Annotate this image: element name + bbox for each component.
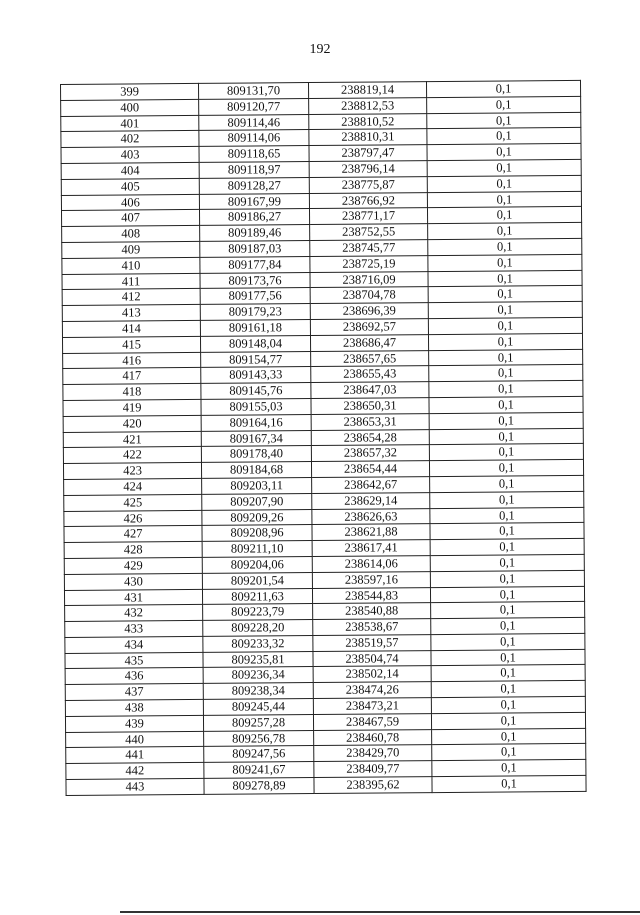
x-coordinate-cell: 809233,32 xyxy=(203,635,313,652)
x-coordinate-cell: 809187,03 xyxy=(200,241,310,258)
accuracy-cell: 0,1 xyxy=(427,175,581,192)
y-coordinate-cell: 238775,87 xyxy=(309,176,427,193)
y-coordinate-cell: 238653,31 xyxy=(311,413,429,430)
x-coordinate-cell: 809256,78 xyxy=(204,730,314,747)
x-coordinate-cell: 809207,90 xyxy=(202,493,312,510)
y-coordinate-cell: 238519,57 xyxy=(313,634,431,651)
x-coordinate-cell: 809186,27 xyxy=(199,209,309,226)
y-coordinate-cell: 238474,26 xyxy=(313,682,431,699)
y-coordinate-cell: 238654,44 xyxy=(311,461,429,478)
x-coordinate-cell: 809118,65 xyxy=(199,146,309,163)
point-number-cell: 440 xyxy=(66,731,204,748)
y-coordinate-cell: 238655,43 xyxy=(311,366,429,383)
accuracy-cell: 0,1 xyxy=(427,144,581,161)
y-coordinate-cell: 238657,65 xyxy=(311,350,429,367)
x-coordinate-cell: 809228,20 xyxy=(203,620,313,637)
x-coordinate-cell: 809189,46 xyxy=(200,225,310,242)
y-coordinate-cell: 238819,14 xyxy=(308,82,426,99)
accuracy-cell: 0,1 xyxy=(431,649,585,666)
x-coordinate-cell: 809203,11 xyxy=(202,477,312,494)
point-number-cell: 423 xyxy=(63,463,201,480)
y-coordinate-cell: 238614,06 xyxy=(312,556,430,573)
x-coordinate-cell: 809184,68 xyxy=(201,462,311,479)
point-number-cell: 426 xyxy=(64,510,202,527)
point-number-cell: 413 xyxy=(62,305,200,322)
x-coordinate-cell: 809257,28 xyxy=(203,714,313,731)
x-coordinate-cell: 809155,03 xyxy=(201,398,311,415)
y-coordinate-cell: 238502,14 xyxy=(313,666,431,683)
y-coordinate-cell: 238395,62 xyxy=(314,777,432,794)
x-coordinate-cell: 809278,89 xyxy=(204,778,314,795)
point-number-cell: 438 xyxy=(65,699,203,716)
x-coordinate-cell: 809223,79 xyxy=(203,604,313,621)
y-coordinate-cell: 238704,78 xyxy=(310,287,428,304)
y-coordinate-cell: 238692,57 xyxy=(310,319,428,336)
y-coordinate-cell: 238429,70 xyxy=(314,745,432,762)
point-number-cell: 402 xyxy=(61,131,199,148)
accuracy-cell: 0,1 xyxy=(431,602,585,619)
accuracy-cell: 0,1 xyxy=(428,286,582,303)
point-number-cell: 429 xyxy=(64,557,202,574)
point-number-cell: 419 xyxy=(63,399,201,416)
y-coordinate-cell: 238626,63 xyxy=(312,508,430,525)
y-coordinate-cell: 238647,03 xyxy=(311,382,429,399)
x-coordinate-cell: 809236,34 xyxy=(203,667,313,684)
y-coordinate-cell: 238686,47 xyxy=(310,334,428,351)
y-coordinate-cell: 238617,41 xyxy=(312,540,430,557)
accuracy-cell: 0,1 xyxy=(430,554,584,571)
page-number: 192 xyxy=(309,42,331,57)
accuracy-cell: 0,1 xyxy=(429,428,583,445)
accuracy-cell: 0,1 xyxy=(427,96,581,113)
y-coordinate-cell: 238460,78 xyxy=(314,729,432,746)
accuracy-cell: 0,1 xyxy=(430,570,584,587)
point-number-cell: 400 xyxy=(61,99,199,116)
point-number-cell: 404 xyxy=(61,162,199,179)
x-coordinate-cell: 809167,99 xyxy=(199,193,309,210)
accuracy-cell: 0,1 xyxy=(430,475,584,492)
point-number-cell: 436 xyxy=(65,668,203,685)
point-number-cell: 418 xyxy=(63,384,201,401)
accuracy-cell: 0,1 xyxy=(428,317,582,334)
accuracy-cell: 0,1 xyxy=(431,681,585,698)
y-coordinate-cell: 238797,47 xyxy=(309,145,427,162)
point-number-cell: 421 xyxy=(63,431,201,448)
accuracy-cell: 0,1 xyxy=(432,775,586,792)
y-coordinate-cell: 238752,55 xyxy=(310,224,428,241)
x-coordinate-cell: 809177,56 xyxy=(200,288,310,305)
y-coordinate-cell: 238650,31 xyxy=(311,398,429,415)
x-coordinate-cell: 809148,04 xyxy=(200,335,310,352)
y-coordinate-cell: 238540,88 xyxy=(313,603,431,620)
y-coordinate-cell: 238629,14 xyxy=(312,492,430,509)
accuracy-cell: 0,1 xyxy=(428,270,582,287)
x-coordinate-cell: 809167,34 xyxy=(201,430,311,447)
y-coordinate-cell: 238745,77 xyxy=(310,240,428,257)
point-number-cell: 422 xyxy=(63,447,201,464)
point-number-cell: 405 xyxy=(61,178,199,195)
point-number-cell: 435 xyxy=(65,652,203,669)
point-number-cell: 425 xyxy=(64,494,202,511)
x-coordinate-cell: 809201,54 xyxy=(202,572,312,589)
y-coordinate-cell: 238766,92 xyxy=(309,192,427,209)
scan-edge-line xyxy=(120,911,640,913)
accuracy-cell: 0,1 xyxy=(429,396,583,413)
x-coordinate-cell: 809245,44 xyxy=(203,699,313,716)
y-coordinate-cell: 238657,32 xyxy=(311,445,429,462)
accuracy-cell: 0,1 xyxy=(431,617,585,634)
accuracy-cell: 0,1 xyxy=(429,381,583,398)
accuracy-cell: 0,1 xyxy=(429,412,583,429)
point-number-cell: 406 xyxy=(61,194,199,211)
accuracy-cell: 0,1 xyxy=(429,365,583,382)
y-coordinate-cell: 238597,16 xyxy=(312,571,430,588)
point-number-cell: 427 xyxy=(64,526,202,543)
point-number-cell: 439 xyxy=(65,715,203,732)
x-coordinate-cell: 809211,10 xyxy=(202,541,312,558)
y-coordinate-cell: 238810,31 xyxy=(309,129,427,146)
x-coordinate-cell: 809164,16 xyxy=(201,414,311,431)
x-coordinate-cell: 809247,56 xyxy=(204,746,314,763)
accuracy-cell: 0,1 xyxy=(427,112,581,129)
accuracy-cell: 0,1 xyxy=(428,223,582,240)
accuracy-cell: 0,1 xyxy=(427,159,581,176)
x-coordinate-cell: 809208,96 xyxy=(202,525,312,542)
accuracy-cell: 0,1 xyxy=(430,586,584,603)
point-number-cell: 412 xyxy=(62,289,200,306)
y-coordinate-cell: 238409,77 xyxy=(314,761,432,778)
point-number-cell: 415 xyxy=(62,336,200,353)
accuracy-cell: 0,1 xyxy=(432,744,586,761)
coordinates-table-wrapper xyxy=(60,81,580,796)
point-number-cell: 416 xyxy=(63,352,201,369)
point-number-cell: 399 xyxy=(61,83,199,100)
accuracy-cell: 0,1 xyxy=(431,633,585,650)
accuracy-cell: 0,1 xyxy=(430,507,584,524)
x-coordinate-cell: 809131,70 xyxy=(198,83,308,100)
x-coordinate-cell: 809241,67 xyxy=(204,762,314,779)
point-number-cell: 443 xyxy=(66,778,204,795)
x-coordinate-cell: 809118,97 xyxy=(199,162,309,179)
y-coordinate-cell: 238473,21 xyxy=(313,698,431,715)
x-coordinate-cell: 809154,77 xyxy=(201,351,311,368)
table-body xyxy=(61,80,587,795)
accuracy-cell: 0,1 xyxy=(427,128,581,145)
accuracy-cell: 0,1 xyxy=(432,760,586,777)
x-coordinate-cell: 809114,06 xyxy=(199,130,309,147)
point-number-cell: 407 xyxy=(61,210,199,227)
accuracy-cell: 0,1 xyxy=(429,349,583,366)
x-coordinate-cell: 809211,63 xyxy=(202,588,312,605)
y-coordinate-cell: 238771,17 xyxy=(309,208,427,225)
y-coordinate-cell: 238796,14 xyxy=(309,161,427,178)
table-row xyxy=(66,775,586,795)
point-number-cell: 417 xyxy=(63,368,201,385)
accuracy-cell: 0,1 xyxy=(429,460,583,477)
accuracy-cell: 0,1 xyxy=(431,665,585,682)
x-coordinate-cell: 809178,40 xyxy=(201,446,311,463)
x-coordinate-cell: 809120,77 xyxy=(199,98,309,115)
accuracy-cell: 0,1 xyxy=(429,444,583,461)
accuracy-cell: 0,1 xyxy=(430,491,584,508)
point-number-cell: 432 xyxy=(65,605,203,622)
y-coordinate-cell: 238621,88 xyxy=(312,524,430,541)
coordinates-table xyxy=(60,80,587,796)
x-coordinate-cell: 809173,76 xyxy=(200,272,310,289)
y-coordinate-cell: 238538,67 xyxy=(313,619,431,636)
point-number-cell: 442 xyxy=(66,763,204,780)
accuracy-cell: 0,1 xyxy=(430,523,584,540)
point-number-cell: 431 xyxy=(64,589,202,606)
y-coordinate-cell: 238696,39 xyxy=(310,303,428,320)
accuracy-cell: 0,1 xyxy=(432,728,586,745)
accuracy-cell: 0,1 xyxy=(428,254,582,271)
point-number-cell: 414 xyxy=(62,320,200,337)
x-coordinate-cell: 809209,26 xyxy=(202,509,312,526)
x-coordinate-cell: 809161,18 xyxy=(200,319,310,336)
point-number-cell: 424 xyxy=(64,478,202,495)
accuracy-cell: 0,1 xyxy=(427,207,581,224)
y-coordinate-cell: 238467,59 xyxy=(313,713,431,730)
point-number-cell: 437 xyxy=(65,684,203,701)
point-number-cell: 430 xyxy=(64,573,202,590)
x-coordinate-cell: 809179,23 xyxy=(200,304,310,321)
point-number-cell: 403 xyxy=(61,147,199,164)
point-number-cell: 409 xyxy=(62,241,200,258)
point-number-cell: 401 xyxy=(61,115,199,132)
point-number-cell: 410 xyxy=(62,257,200,274)
accuracy-cell: 0,1 xyxy=(430,539,584,556)
y-coordinate-cell: 238812,53 xyxy=(309,97,427,114)
x-coordinate-cell: 809204,06 xyxy=(202,556,312,573)
y-coordinate-cell: 238654,28 xyxy=(311,429,429,446)
point-number-cell: 434 xyxy=(65,636,203,653)
accuracy-cell: 0,1 xyxy=(428,238,582,255)
x-coordinate-cell: 809145,76 xyxy=(201,383,311,400)
accuracy-cell: 0,1 xyxy=(428,333,582,350)
point-number-cell: 408 xyxy=(62,226,200,243)
x-coordinate-cell: 809238,34 xyxy=(203,683,313,700)
x-coordinate-cell: 809143,33 xyxy=(201,367,311,384)
y-coordinate-cell: 238725,19 xyxy=(310,255,428,272)
x-coordinate-cell: 809235,81 xyxy=(203,651,313,668)
accuracy-cell: 0,1 xyxy=(427,191,581,208)
point-number-cell: 411 xyxy=(62,273,200,290)
y-coordinate-cell: 238716,09 xyxy=(310,271,428,288)
point-number-cell: 420 xyxy=(63,415,201,432)
accuracy-cell: 0,1 xyxy=(428,302,582,319)
point-number-cell: 441 xyxy=(66,747,204,764)
accuracy-cell: 0,1 xyxy=(431,696,585,713)
point-number-cell: 433 xyxy=(65,620,203,637)
y-coordinate-cell: 238810,52 xyxy=(309,113,427,130)
y-coordinate-cell: 238504,74 xyxy=(313,650,431,667)
accuracy-cell: 0,1 xyxy=(426,80,580,97)
accuracy-cell: 0,1 xyxy=(431,712,585,729)
x-coordinate-cell: 809114,46 xyxy=(199,114,309,131)
point-number-cell: 428 xyxy=(64,542,202,559)
y-coordinate-cell: 238642,67 xyxy=(312,477,430,494)
x-coordinate-cell: 809128,27 xyxy=(199,177,309,194)
y-coordinate-cell: 238544,83 xyxy=(312,587,430,604)
x-coordinate-cell: 809177,84 xyxy=(200,256,310,273)
